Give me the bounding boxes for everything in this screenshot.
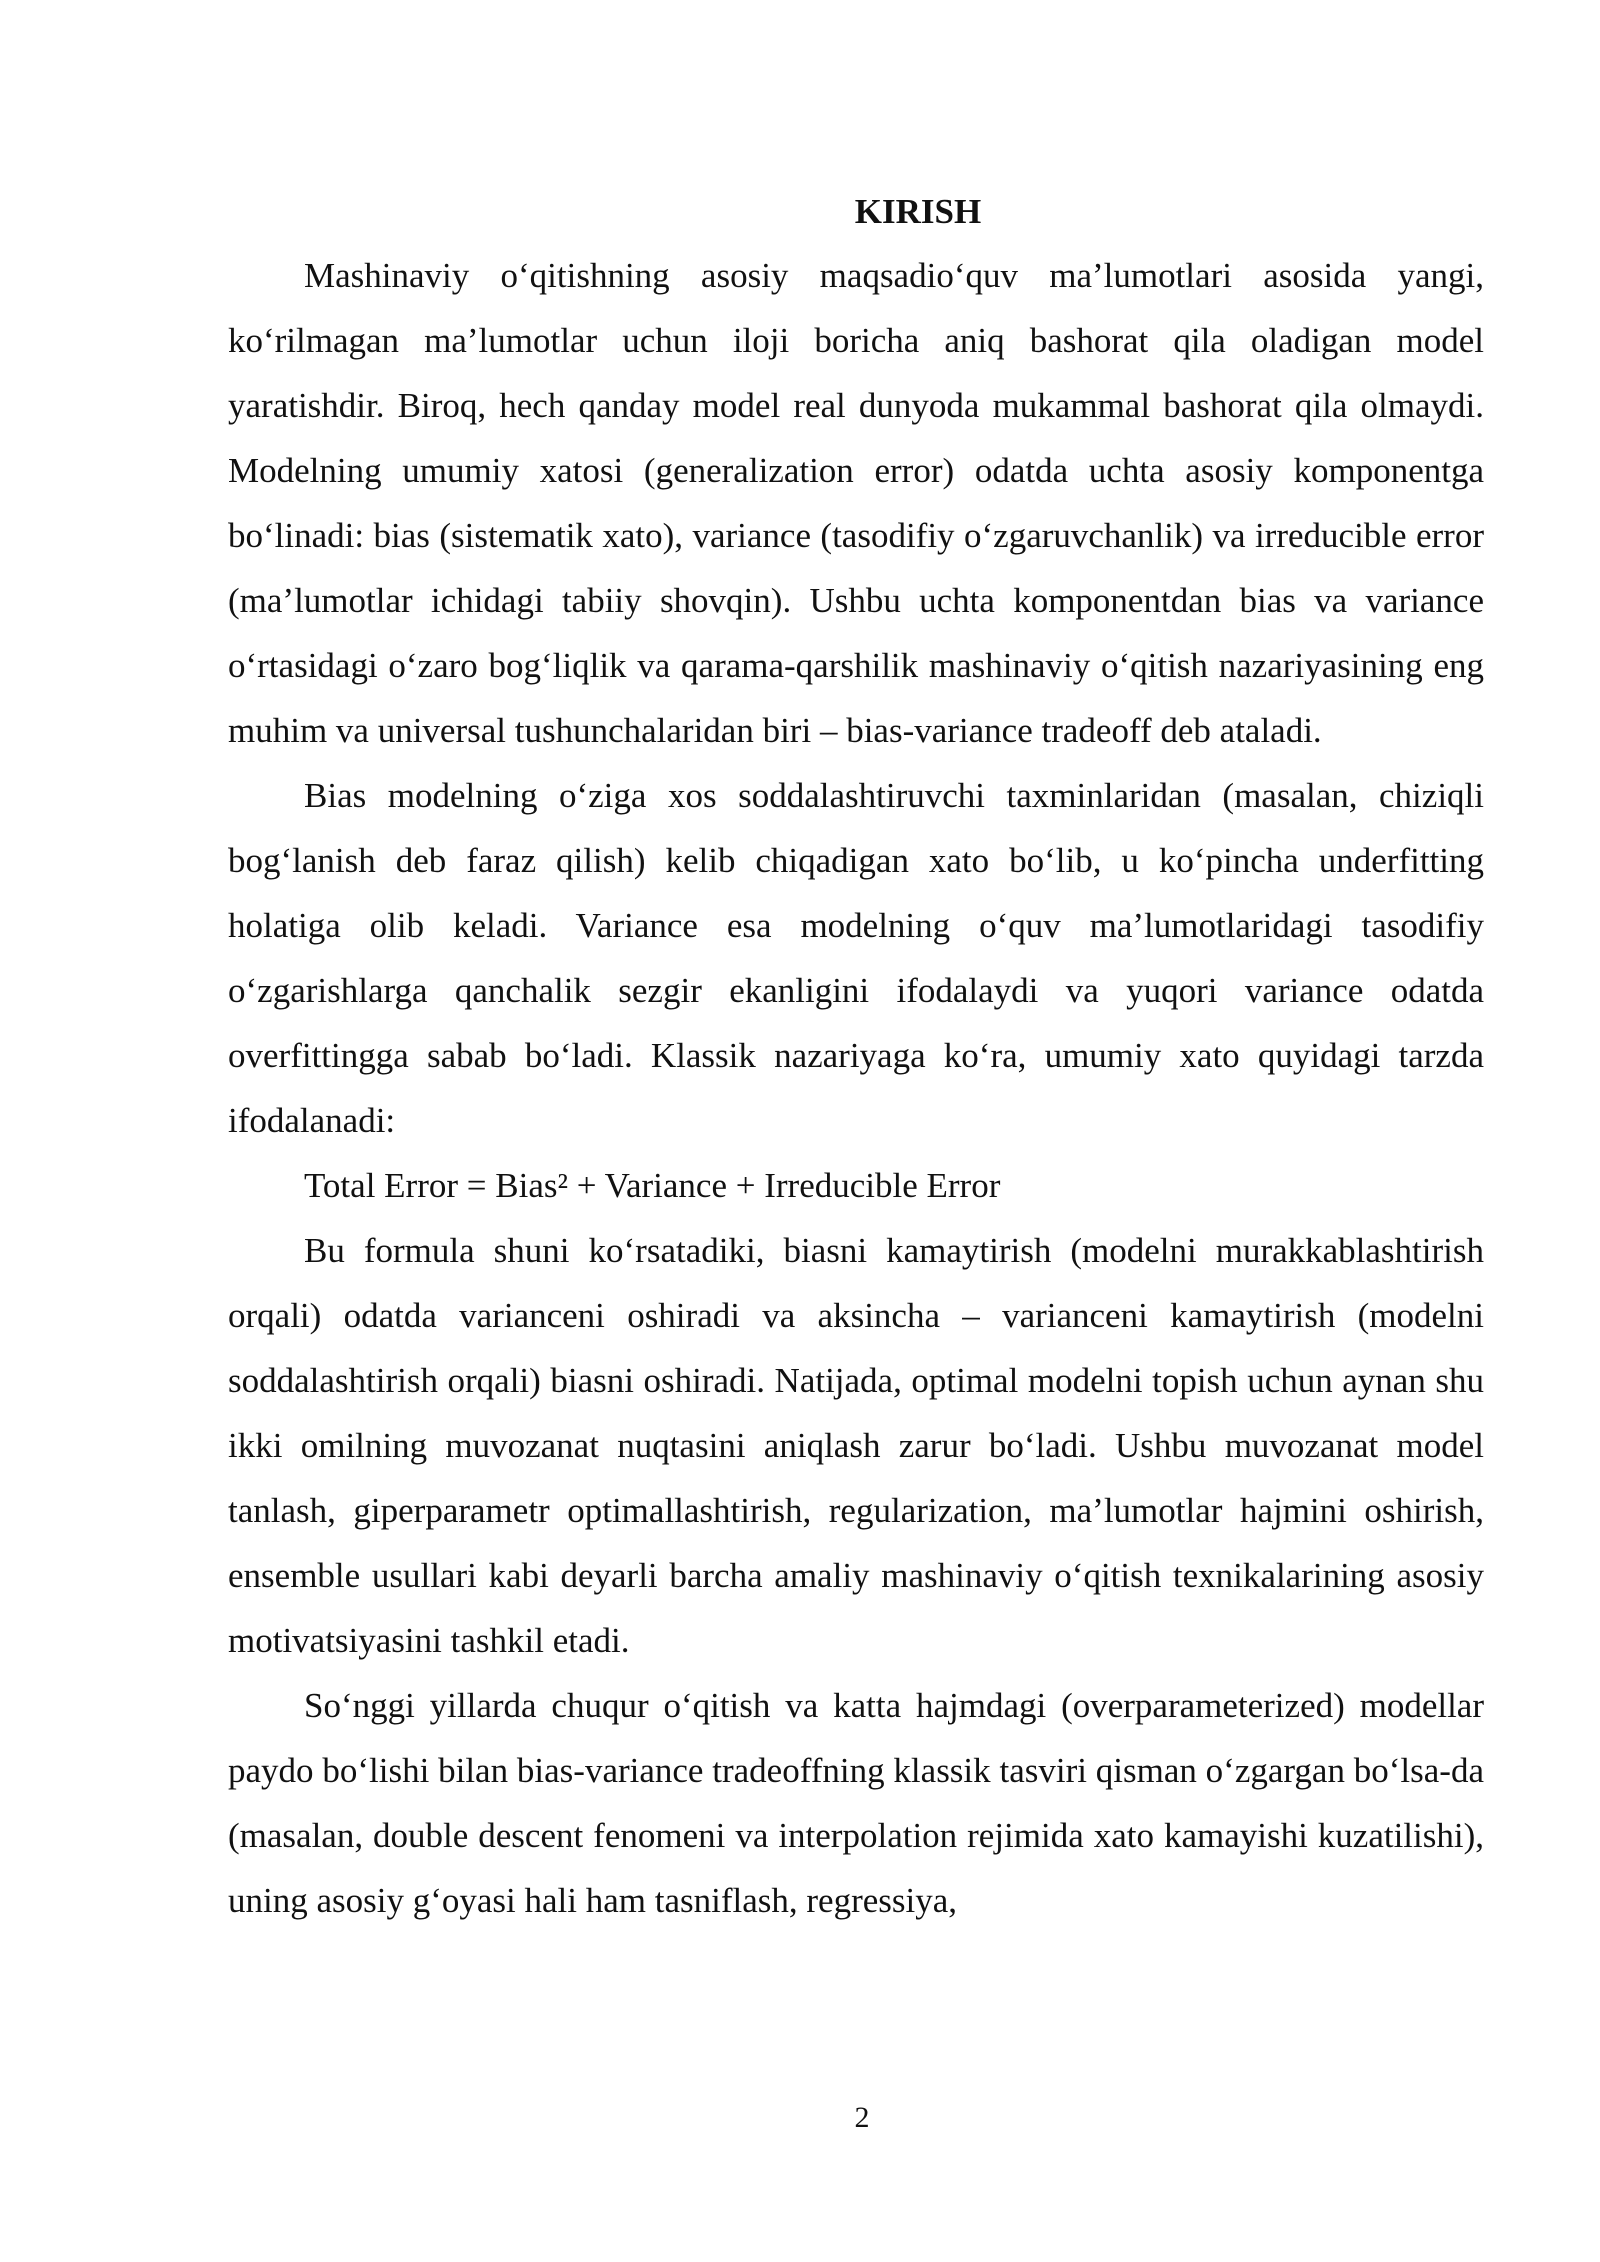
page-content (228, 185, 1484, 1933)
section-heading: KIRISH (854, 192, 982, 231)
paragraph-formula-explanation: Bu formula shuni ko‘rsatadiki, biasni kamaytirish (modelni murakkablashtirish orqali) odatda varianceni oshiradi va aksincha – varianceni kamaytirish (modelni soddalashtirish orqali) biasni oshiradi. Natijada, optimal modelni topish uchun aynan shu ikki omilning muvozanat nuqtasini aniqlash zarur bo‘ladi. Ushbu muvozanat model tanlash, giperparametr optimallashtirish, regularization, ma’lumotlar hajmini oshirish, ensemble usullari kabi deyarli barcha amaliy mashinaviy o‘qitish texnikalarining asosiy motivatsiyasini tashkil etadi. (228, 1231, 1484, 1660)
paragraph-intro: Mashinaviy o‘qitishning asosiy maqsadio‘quv ma’lumotlari asosida yangi, ko‘rilmagan ma’lumotlar uchun iloji boricha aniq bashorat qila oladigan model yaratishdir. Biroq, hech qanday model real dunyoda mukammal bashorat qila olmaydi. Modelning umumiy xatosi (generalization error) odatda uchta asosiy komponentga bo‘linadi: bias (sistematik xato), variance (tasodifiy o‘zgaruvchanlik) va irreducible error (ma’lumotlar ichidagi tabiiy shovqin). Ushbu uchta komponentdan bias va variance o‘rtasidagi o‘zaro bog‘liqlik va qarama-qarshilik mashinaviy o‘qitish nazariyasining eng muhim va universal tushunchalaridan biri – bias-variance tradeoff deb ataladi. (228, 256, 1484, 750)
formula-total-error: Total Error = Bias² + Variance + Irreducible Error (304, 1166, 1001, 1205)
paragraph-deep-learning: So‘nggi yillarda chuqur o‘qitish va katta hajmdagi (overparameterized) modellar paydo bo‘lishi bilan bias-variance tradeoffning klassik tasviri qisman o‘zgargan bo‘lsa-da (masalan, double descent fenomeni va interpolation rejimida xato kamayishi kuzatilishi), uning asosiy g‘oyasi hali ham tasniflash, regressiya, (228, 1686, 1484, 1920)
paragraph-bias-variance: Bias modelning o‘ziga xos soddalashtiruvchi taxminlaridan (masalan, chiziqli bog‘lanish deb faraz qilish) kelib chiqadigan xato bo‘lib, u ko‘pincha underfitting holatiga olib keladi. Variance esa modelning o‘quv ma’lumotlaridagi tasodifiy o‘zgarishlarga qanchalik sezgir ekanligini ifodalaydi va yuqori variance odatda overfittingga sabab bo‘ladi. Klassik nazariyaga ko‘ra, umumiy xato quyidagi tarzda ifodalanadi: (228, 776, 1484, 1140)
page-number: 2 (854, 2101, 870, 2134)
